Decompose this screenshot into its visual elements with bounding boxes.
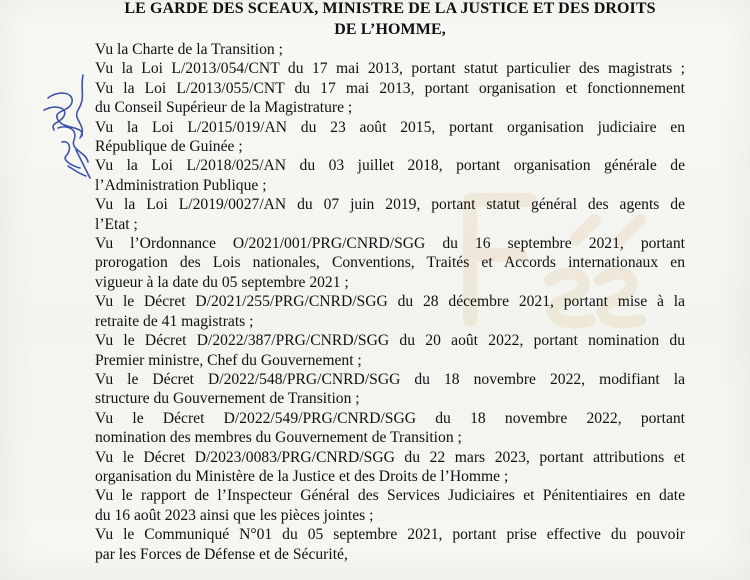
visa-line: Vu le Communiqué N°01 du 05 septembre 2021, portant prise effective du pouvoir: [95, 526, 685, 544]
visa-line: Vu la Charte de la Transition ;: [95, 41, 283, 58]
visa-line: Vu le rapport de l’Inspecteur Général des Services Judiciaires et Pénitentiaires en date: [95, 487, 685, 505]
visa-line: par les Forces de Défense et de Sécurité,: [95, 545, 348, 563]
visa-line: Vu le Décret D/2021/255/PRG/CNRD/SGG du 28 décembre 2021, portant mise à la: [95, 293, 685, 311]
visa-line: Vu le Décret D/2022/548/PRG/CNRD/SGG du 18 novembre 2022, modifiant la: [95, 370, 685, 388]
visa-line: retraite de 41 magistrats ;: [95, 312, 254, 330]
document-header: [100, 0, 680, 40]
visa-line: du 16 août 2023 ainsi que les pièces jointes ;: [95, 506, 374, 524]
visa-line: Vu le Décret D/2022/549/PRG/CNRD/SGG du 18 novembre 2022, portant: [95, 409, 685, 427]
visa-line: structure du Gouvernement de Transition ;: [95, 390, 360, 408]
header-title-line-1: LE GARDE DES SCEAUX, MINISTRE DE LA JUSTICE ET DES DROITS: [124, 0, 656, 17]
visa-line: Vu la Loi L/2018/025/AN du 03 juillet 2018, portant organisation générale de: [95, 157, 685, 175]
visa-line: du Conseil Supérieur de la Magistrature ;: [95, 99, 353, 117]
visa-line: organisation du Ministère de la Justice et des Droits de l’Homme ;: [95, 467, 509, 485]
visa-line: Premier ministre, Chef du Gouvernement ;: [95, 351, 362, 369]
visa-line: Vu l’Ordonnance O/2021/001/PRG/CNRD/SGG du 16 septembre 2021, portant: [95, 235, 685, 253]
visa-line: Vu la Loi L/2015/019/AN du 23 août 2015, portant organisation judiciaire en: [95, 118, 685, 136]
visa-line: nomination des membres du Gouvernement de Transition ;: [95, 429, 462, 447]
visa-line: Vu la Loi L/2013/054/CNT du 17 mai 2013, portant statut particulier des magistrats ;: [95, 60, 685, 78]
visa-line: République de Guinée ;: [95, 138, 243, 156]
visa-line: vigueur à la date du 05 septembre 2021 ;: [95, 273, 349, 291]
visa-line: Vu le Décret D/2022/387/PRG/CNRD/SGG du 20 août 2022, portant nomination du: [95, 332, 685, 350]
visa-line: l’Administration Publique ;: [95, 176, 267, 194]
visa-line: Vu la Loi L/2013/055/CNT du 17 mai 2013, portant organisation et fonctionnement: [95, 79, 685, 97]
visa-line: Vu le Décret D/2023/0083/PRG/CNRD/SGG du 22 mars 2023, portant attributions et: [95, 448, 685, 466]
visas-list: [95, 40, 685, 564]
visa-line: prorogation des Lois nationales, Conventions, Traités et Accords internationaux en: [95, 254, 685, 272]
header-title-line-2: DE L’HOMME,: [334, 21, 446, 38]
visa-line: l’Etat ;: [95, 215, 138, 233]
handwritten-signature: [28, 70, 103, 180]
visa-line: Vu la Loi L/2019/0027/AN du 07 juin 2019, portant statut général des agents de: [95, 196, 685, 214]
